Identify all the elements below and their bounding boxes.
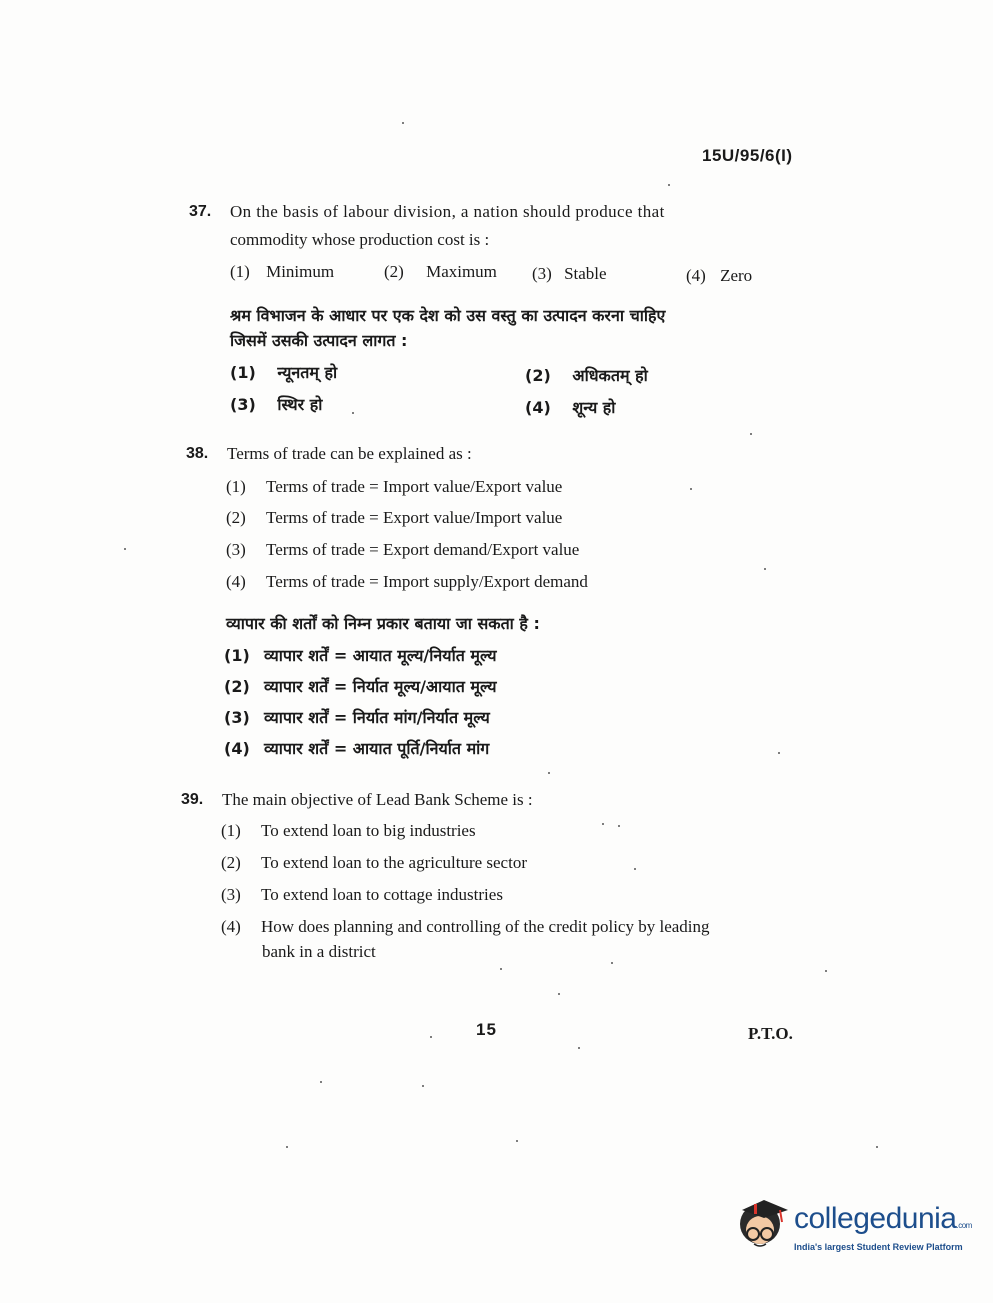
logo-tagline: India's largest Student Review Platform — [794, 1242, 963, 1252]
q37-option-en-4 — [686, 266, 752, 286]
option-text: Terms of trade = Export value/Import value — [266, 508, 563, 527]
option-text: To extend loan to the agriculture sector — [261, 853, 527, 872]
option-number: (3) — [224, 708, 250, 727]
option-number: (3) — [221, 885, 241, 904]
scan-speck — [764, 568, 766, 570]
scan-speck — [668, 184, 670, 186]
option-number: (4) — [226, 572, 246, 591]
q37-stem-hindi-line2: जिसमें उसकी उत्पादन लागत : — [230, 331, 408, 350]
scan-speck — [500, 968, 502, 970]
question-number-38: 38. — [186, 445, 209, 462]
scan-speck — [578, 1047, 580, 1049]
option-text: व्यापार शर्तें = आयात मूल्य/निर्यात मूल्य — [264, 646, 497, 665]
q38-option-hi-2 — [224, 675, 497, 697]
scan-speck — [430, 1036, 432, 1038]
option-text: Terms of trade = Import value/Export value — [266, 477, 563, 496]
option-text: Zero — [720, 266, 753, 285]
option-number: (1) — [221, 821, 241, 840]
q38-option-en-3 — [226, 540, 579, 560]
paper-code: 15U/95/6(I) — [702, 146, 793, 165]
option-number: (1) — [230, 262, 250, 281]
logo-mascot-icon — [734, 1196, 792, 1254]
scan-speck — [352, 412, 354, 414]
question-number-39: 39. — [181, 791, 204, 808]
option-text: शून्य हो — [572, 398, 616, 417]
q38-stem-hindi: व्यापार की शर्तों को निम्न प्रकार बताया जा सकता है : — [226, 614, 540, 633]
option-text: Stable — [564, 264, 607, 283]
q37-stem-line1: On the basis of labour division, a nation should produce that — [230, 202, 665, 221]
q38-option-en-1 — [226, 477, 562, 497]
q37-option-en-2 — [384, 262, 497, 282]
scan-speck — [690, 488, 692, 490]
option-number: (1) — [226, 477, 246, 496]
q37-stem-line2: commodity whose production cost is : — [230, 230, 490, 249]
option-text: व्यापार शर्तें = आयात पूर्ति/निर्यात मांग — [264, 739, 490, 758]
option-text: व्यापार शर्तें = निर्यात मांग/निर्यात मूल्य — [264, 708, 490, 727]
q37-stem-hindi-line1: श्रम विभाजन के आधार पर एक देश को उस वस्तु का उत्पादन करना चाहिए — [230, 306, 666, 325]
option-number: (4) — [686, 266, 706, 285]
option-text: स्थिर हो — [277, 395, 323, 414]
q39-option-en-4 — [221, 917, 710, 937]
pto-label: P.T.O. — [748, 1024, 793, 1043]
scan-speck — [825, 970, 827, 972]
scan-speck — [876, 1146, 878, 1148]
q38-stem: Terms of trade can be explained as : — [227, 444, 472, 463]
page-number: 15 — [476, 1020, 497, 1039]
option-text: न्यूनतम् हो — [277, 363, 338, 382]
collegedunia-logo — [734, 1196, 972, 1258]
q39-option-en-1 — [221, 821, 476, 841]
option-number: (2) — [221, 853, 241, 872]
scan-speck — [402, 122, 404, 124]
option-text: व्यापार शर्तें = निर्यात मूल्य/आयात मूल्य — [264, 677, 497, 696]
q39-stem: The main objective of Lead Bank Scheme is : — [222, 790, 533, 809]
option-number: (2) — [226, 508, 246, 527]
option-number: (4) — [525, 398, 551, 417]
q39-option-en-4-line2: bank in a district — [262, 942, 376, 961]
scan-speck — [558, 993, 560, 995]
option-number: (4) — [224, 739, 250, 758]
q38-option-hi-4 — [224, 737, 489, 759]
scan-speck — [602, 823, 604, 825]
option-text: Maximum — [426, 262, 497, 281]
option-text: Minimum — [266, 262, 335, 281]
option-number: (2) — [224, 677, 250, 696]
q38-option-hi-3 — [224, 706, 490, 728]
option-number: (3) — [226, 540, 246, 559]
option-number: (1) — [230, 363, 256, 382]
scan-speck — [611, 962, 613, 964]
scan-speck — [548, 772, 550, 774]
option-number: (3) — [532, 264, 552, 283]
q38-option-hi-1 — [224, 644, 497, 666]
logo-wordmark — [794, 1202, 972, 1236]
q37-option-hi-4 — [525, 396, 615, 418]
option-number: (1) — [224, 646, 250, 665]
scan-speck — [124, 548, 126, 550]
q38-option-en-2 — [226, 508, 562, 528]
scan-speck — [286, 1146, 288, 1148]
scan-speck — [618, 825, 620, 827]
scan-speck — [516, 1140, 518, 1142]
option-number: (2) — [384, 262, 404, 281]
scan-speck — [320, 1081, 322, 1083]
option-text: To extend loan to cottage industries — [261, 885, 503, 904]
q38-option-en-4 — [226, 572, 588, 592]
option-number: (3) — [230, 395, 256, 414]
option-text: To extend loan to big industries — [261, 821, 476, 840]
q37-option-hi-3 — [230, 393, 322, 415]
q39-option-en-3 — [221, 885, 503, 905]
option-text: अधिकतम् हो — [572, 366, 648, 385]
scan-speck — [422, 1085, 424, 1087]
option-text: How does planning and controlling of the credit policy by leading — [261, 917, 710, 936]
option-number: (2) — [525, 366, 551, 385]
q37-option-hi-1 — [230, 361, 337, 383]
option-text: Terms of trade = Import supply/Export demand — [266, 572, 588, 591]
q39-option-en-2 — [221, 853, 527, 873]
option-number: (4) — [221, 917, 241, 936]
question-number-37: 37. — [189, 203, 212, 220]
option-text: Terms of trade = Export demand/Export value — [266, 540, 580, 559]
q37-option-en-1 — [230, 262, 334, 282]
logo-suffix: .com — [956, 1221, 972, 1230]
scan-speck — [778, 752, 780, 754]
scan-speck — [750, 433, 752, 435]
q37-option-hi-2 — [525, 364, 648, 386]
logo-name-text: collegedunia — [794, 1202, 957, 1235]
q37-option-en-3 — [532, 264, 607, 284]
scan-speck — [634, 868, 636, 870]
